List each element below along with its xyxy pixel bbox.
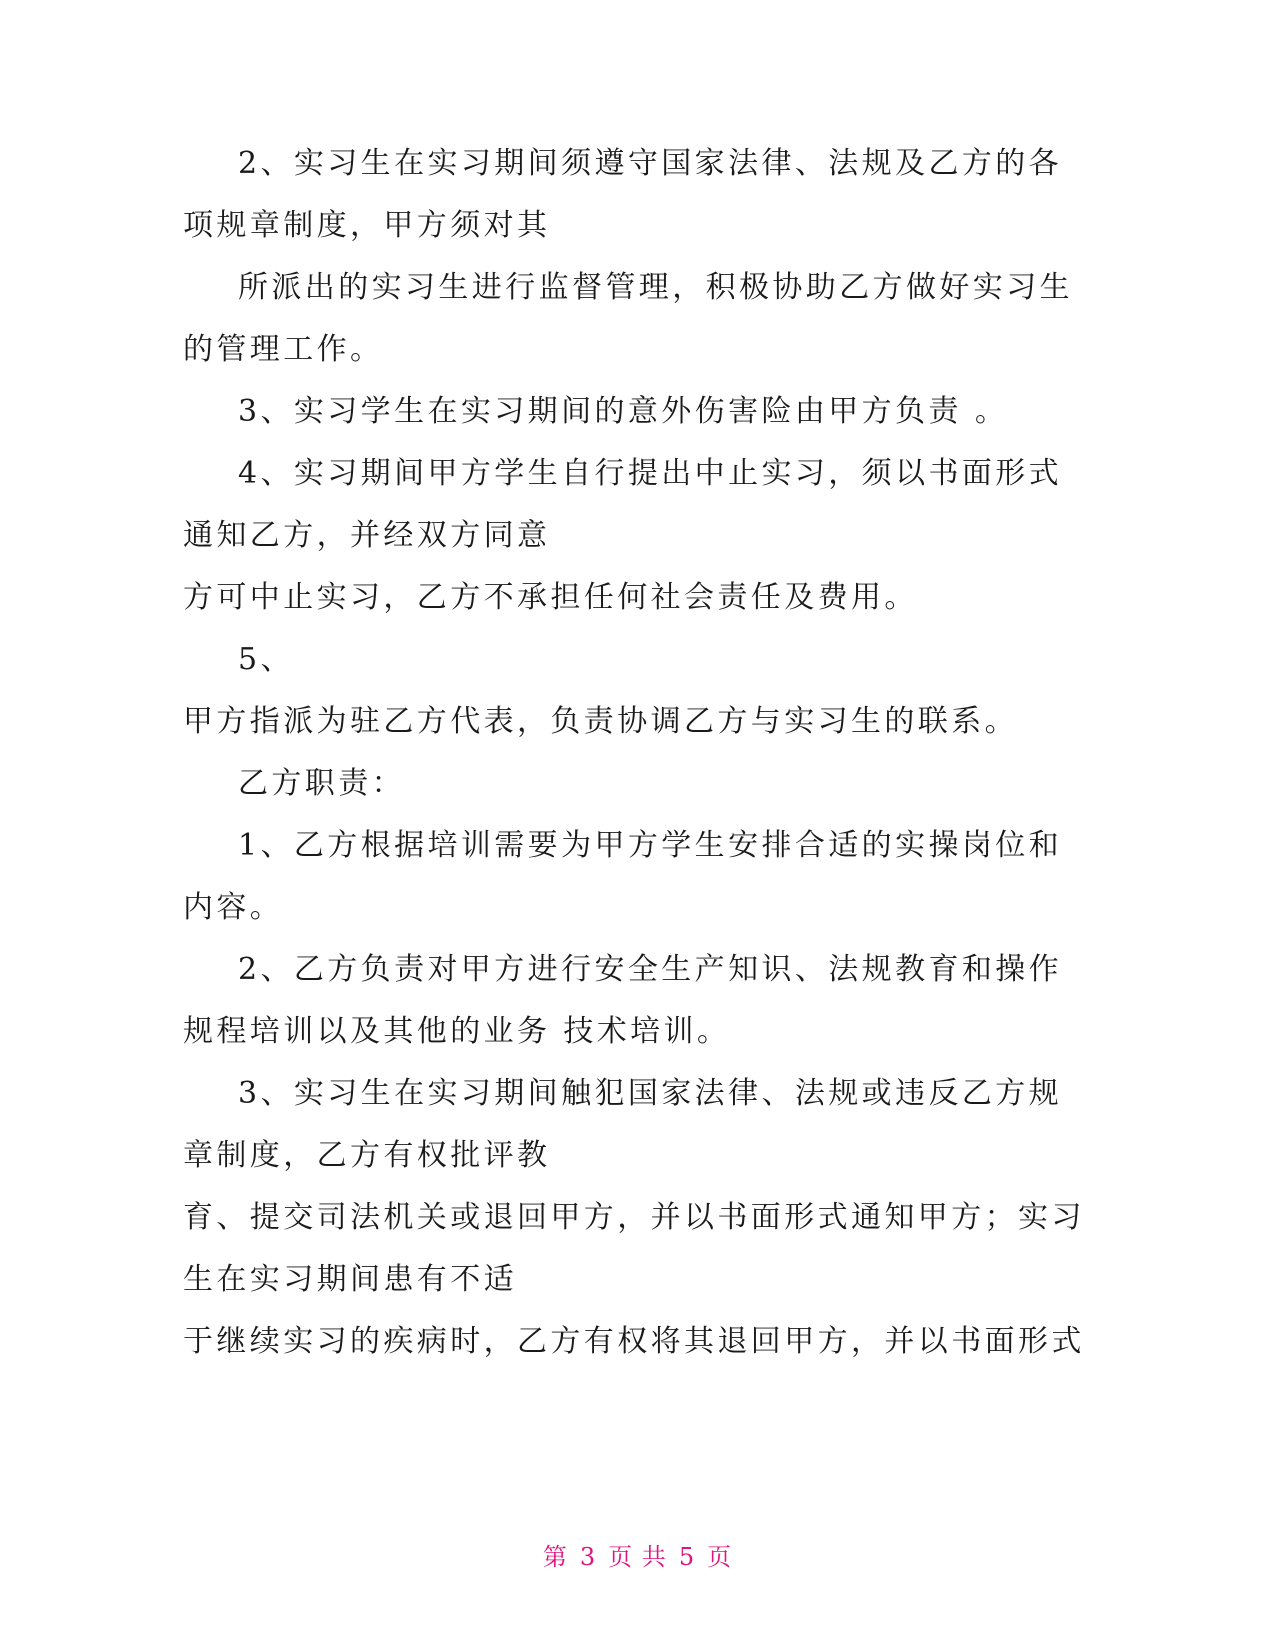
- text-line: 规程培训以及其他的业务 技术培训。: [183, 1014, 731, 1049]
- text-line: 的管理工作。: [183, 332, 384, 367]
- total-pages-number: 5: [678, 1543, 696, 1571]
- text-line: 1、乙方根据培训需要为甲方学生安排合适的实操岗位和: [238, 828, 1063, 863]
- text-line: 育、提交司法机关或退回甲方，并以书面形式通知甲方；实习: [183, 1200, 1085, 1235]
- text-line: 方可中止实习，乙方不承担任何社会责任及费用。: [183, 580, 918, 615]
- text-line: 2、实习生在实习期间须遵守国家法律、法规及乙方的各: [238, 146, 1063, 181]
- text-line: 5、: [238, 642, 294, 677]
- text-line: 内容。: [183, 890, 284, 925]
- text-line: 通知乙方，并经双方同意: [183, 518, 551, 553]
- text-line: 3、实习学生在实习期间的意外伤害险由甲方负责 。: [238, 394, 1009, 429]
- text-line: 4、实习期间甲方学生自行提出中止实习，须以书面形式: [238, 456, 1063, 491]
- footer-suffix: 页: [707, 1543, 733, 1571]
- text-line: 甲方指派为驻乙方代表，负责协调乙方与实习生的联系。: [183, 704, 1018, 739]
- current-page-number: 3: [579, 1543, 597, 1571]
- section-heading: 乙方职责：: [238, 766, 405, 801]
- text-line: 3、实习生在实习期间触犯国家法律、法规或违反乙方规: [238, 1076, 1063, 1111]
- footer-prefix: 第: [542, 1543, 568, 1571]
- text-line: 2、乙方负责对甲方进行安全生产知识、法规教育和操作: [238, 952, 1063, 987]
- text-line: 于继续实习的疾病时，乙方有权将其退回甲方，并以书面形式: [183, 1324, 1085, 1359]
- text-line: 所派出的实习生进行监督管理，积极协助乙方做好实习生: [238, 270, 1073, 305]
- page-number-footer: [0, 1542, 1275, 1572]
- text-line: 生在实习期间患有不适: [183, 1262, 517, 1297]
- text-line: 项规章制度，甲方须对其: [183, 208, 551, 243]
- footer-mid: 页 共: [608, 1543, 667, 1571]
- text-line: 章制度，乙方有权批评教: [183, 1138, 551, 1173]
